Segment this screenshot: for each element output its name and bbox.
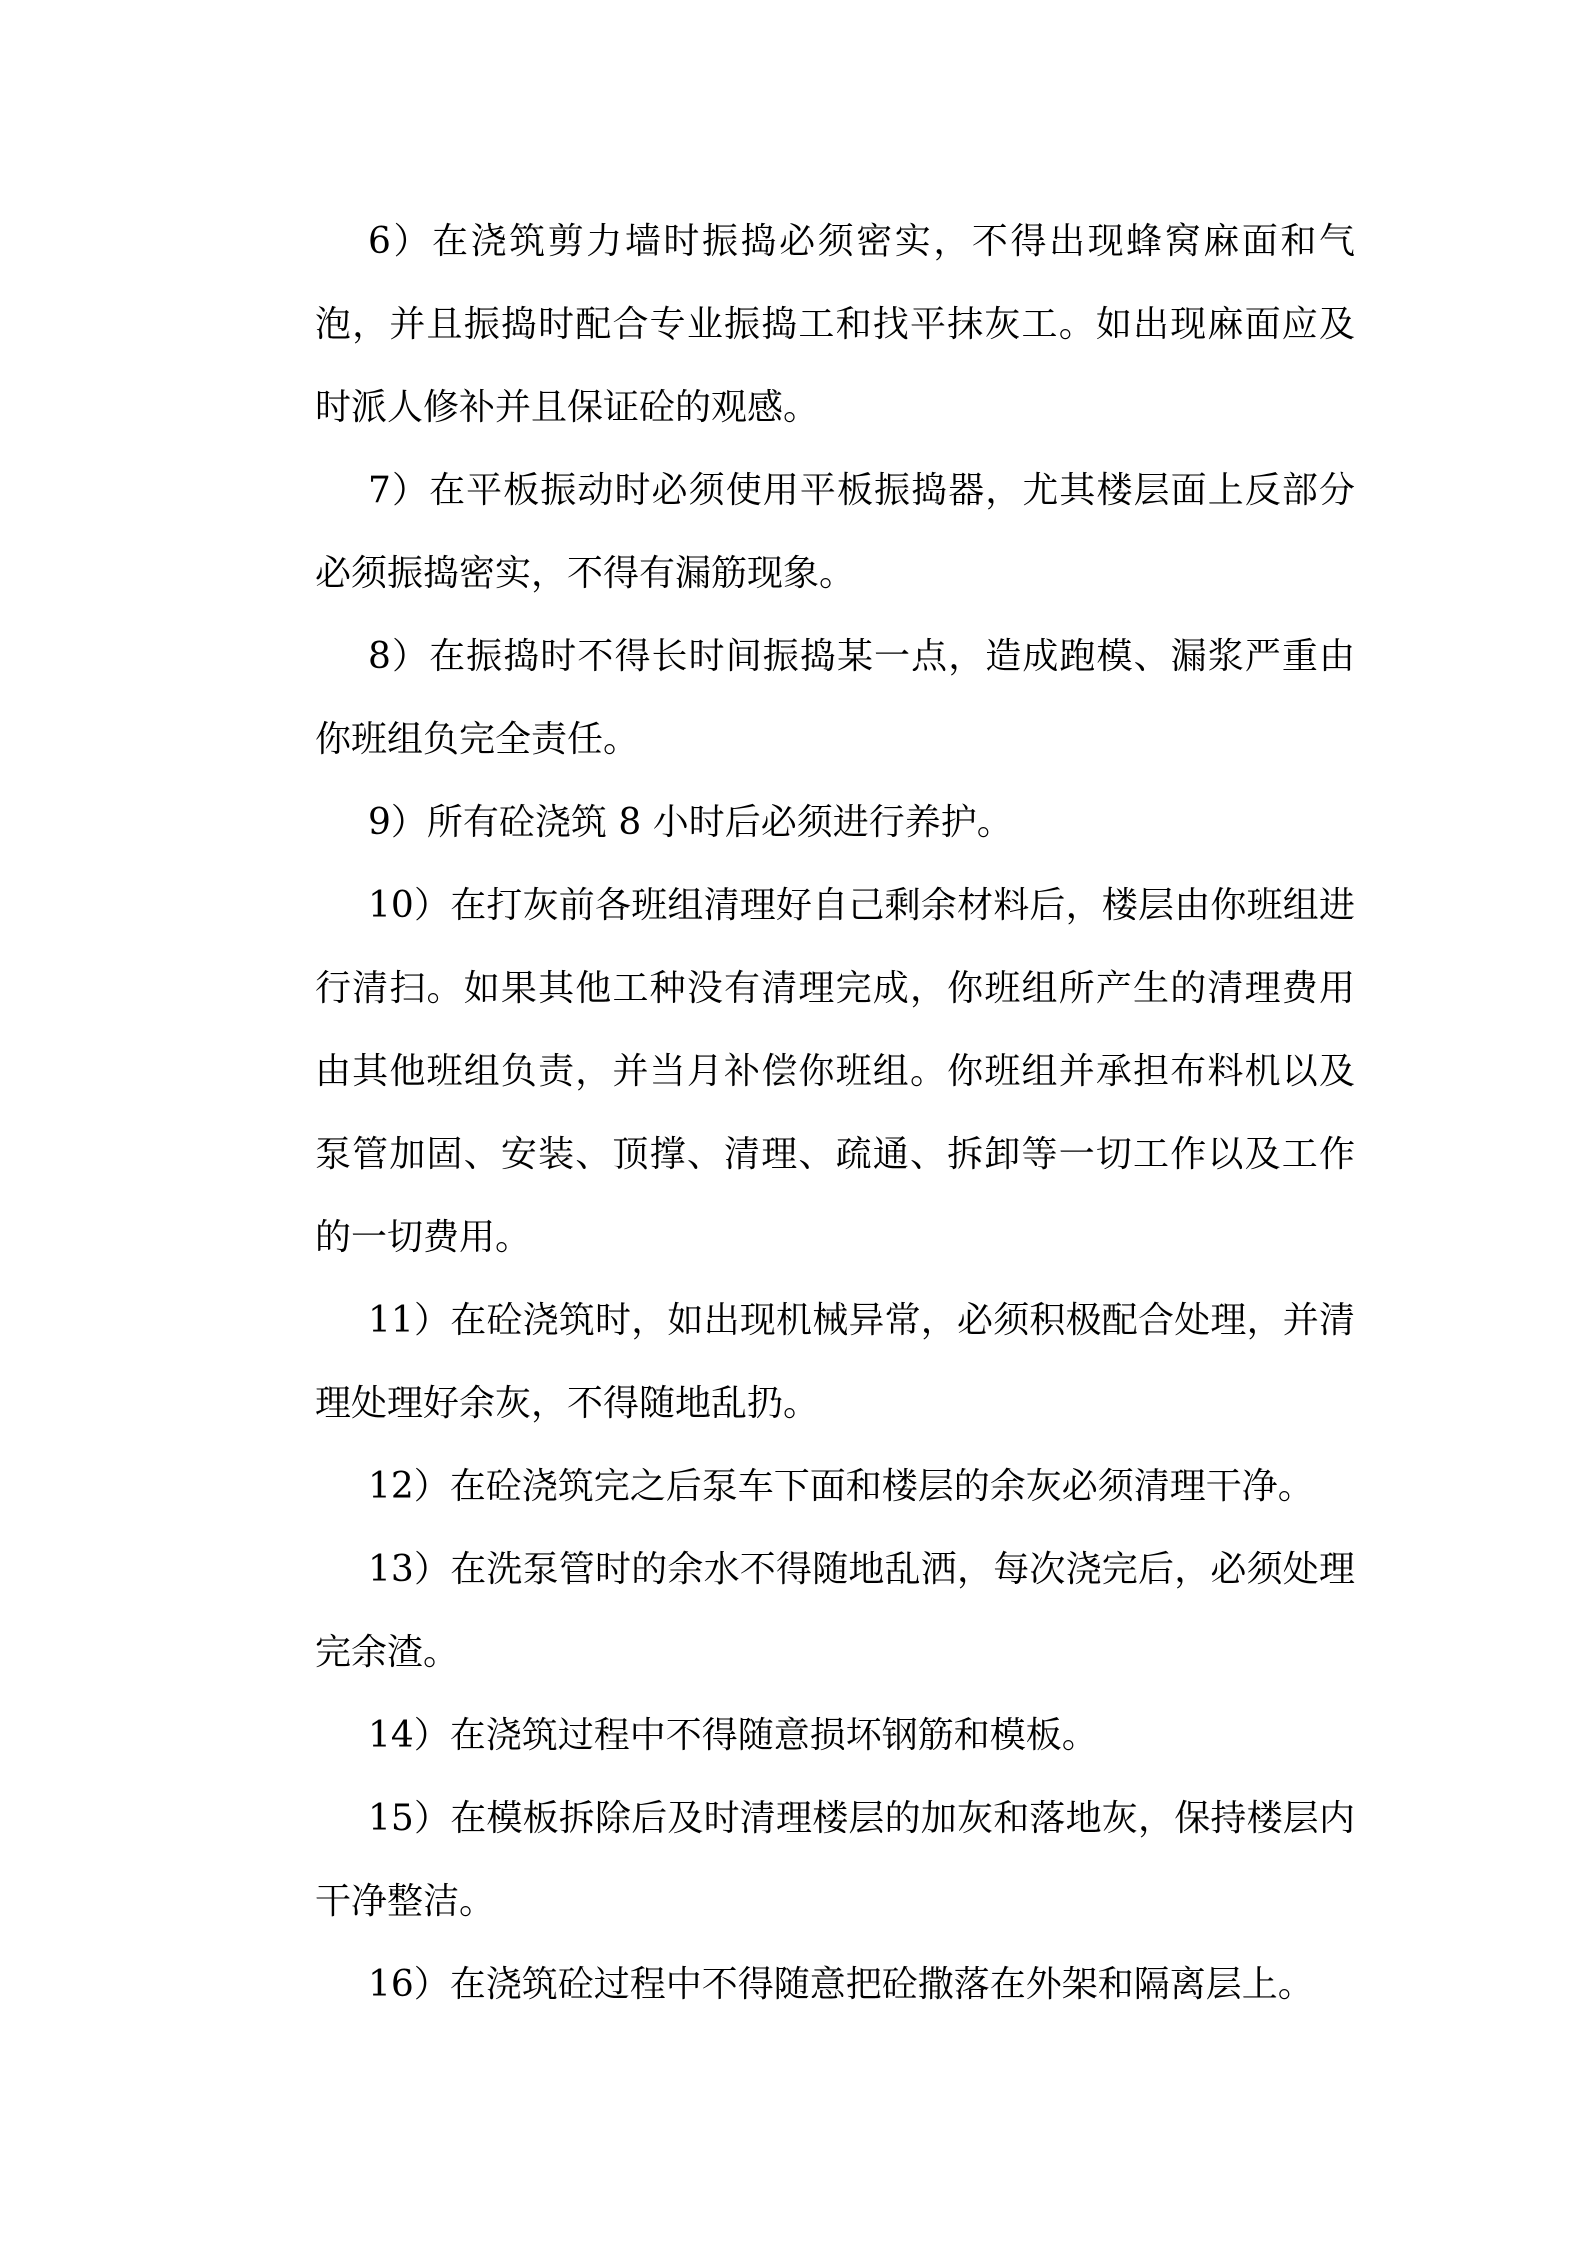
paragraph-item-10: 10）在打灰前各班组清理好自己剩余材料后，楼层由你班组进行清扫。如果其他工种没有清理完成，你班组所产生的清理费用由其他班组负责，并当月补偿你班组。你班组并承担布料机以及泵管加固、安装、顶撑、清理、疏通、拆卸等一切工作以及工作的一切费用。 <box>315 885 1355 1258</box>
paragraph-item-9: 9）所有砼浇筑 8 小时后必须进行养护。 <box>368 802 1013 843</box>
paragraph-item-11: 11）在砼浇筑时，如出现机械异常，必须积极配合处理，并清理处理好余灰，不得随地乱扔。 <box>315 1300 1355 1424</box>
paragraph-item-8: 8）在振捣时不得长时间振捣某一点，造成跑模、漏浆严重由你班组负完全责任。 <box>315 636 1355 760</box>
paragraph-item-12: 12）在砼浇筑完之后泵车下面和楼层的余灰必须清理干净。 <box>368 1466 1314 1507</box>
paragraph-item-15: 15）在模板拆除后及时清理楼层的加灰和落地灰，保持楼层内干净整洁。 <box>315 1798 1355 1922</box>
paragraph-item-14: 14）在浇筑过程中不得随意损坏钢筋和模板。 <box>368 1715 1098 1756</box>
paragraph-item-16: 16）在浇筑砼过程中不得随意把砼撒落在外架和隔离层上。 <box>368 1964 1314 2005</box>
document-body <box>315 200 1355 2026</box>
paragraph-item-6: 6）在浇筑剪力墙时振捣必须密实，不得出现蜂窝麻面和气泡，并且振捣时配合专业振捣工和找平抹灰工。如出现麻面应及时派人修补并且保证砼的观感。 <box>315 221 1355 428</box>
paragraph-item-13: 13）在洗泵管时的余水不得随地乱洒，每次浇完后，必须处理完余渣。 <box>315 1549 1355 1673</box>
paragraph-item-7: 7）在平板振动时必须使用平板振捣器，尤其楼层面上反部分必须振捣密实，不得有漏筋现象。 <box>315 470 1355 594</box>
